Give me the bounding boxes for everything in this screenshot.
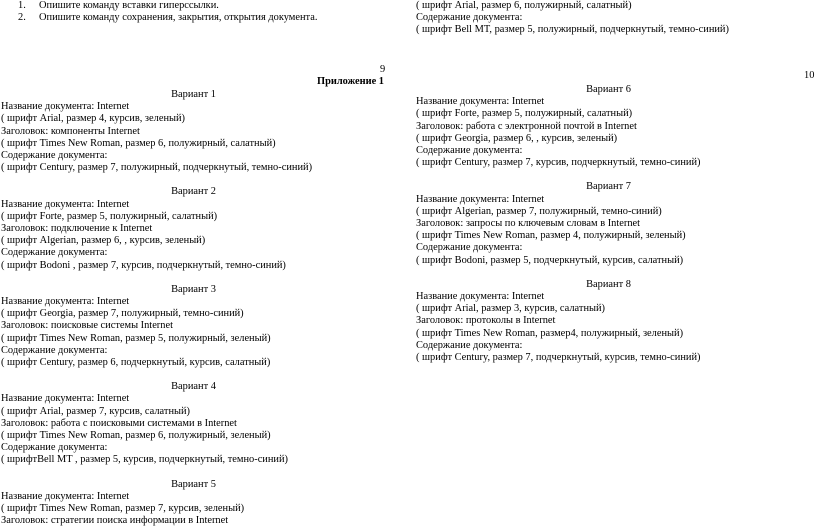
- text-line: ( шрифт Algerian, размер 7, полужирный, темно-синий): [416, 205, 662, 217]
- text-line: Название документа: Internet: [416, 193, 545, 205]
- text-line: Заголовок: стратегии поиска информации в Internet: [1, 515, 229, 527]
- variant-title: Вариант 2: [171, 186, 216, 198]
- variants-column-right: [416, 84, 801, 364]
- variant-title: Вариант 5: [171, 478, 216, 490]
- text-line: ( шрифт Times New Roman, размер4, полужирный, зеленый): [416, 327, 684, 339]
- variant-title: Вариант 6: [586, 84, 631, 95]
- list-text: Опишите команду сохранения, закрытия, открытия документа.: [39, 12, 318, 24]
- text-line: Содержание документа:: [416, 242, 523, 254]
- text-line: ( шрифт Bodoni , размер 7, курсив, подчеркнутый, темно-синий): [1, 259, 286, 271]
- page-number: 9: [380, 64, 386, 75]
- text-line: ( шрифт Century, размер 6, подчеркнутый, курсив, салатный): [1, 357, 271, 369]
- text-line: Название документа: Internet: [1, 101, 130, 113]
- task-list: [18, 0, 317, 24]
- variant-block: [1, 284, 386, 369]
- variant-block: [416, 84, 801, 169]
- list-number: 2.: [18, 12, 26, 24]
- variant-block: [1, 479, 386, 528]
- text-line: ( шрифт Century, размер 7, подчеркнутый, курсив, темно-синий): [416, 352, 701, 364]
- text-line: Название документа: Internet: [1, 198, 130, 210]
- text-line: ( шрифт Arial, размер 3, курсив, салатный): [416, 303, 606, 315]
- text-line: ( шрифт Times New Roman, размер 4, полужирный, зеленый): [416, 230, 686, 242]
- variant-block: [416, 181, 801, 266]
- text-line: Заголовок: поисковые системы Internet: [1, 320, 173, 332]
- text-line: ( шрифт Century, размер 7, полужирный, подчеркнутый, темно-синий): [1, 162, 313, 174]
- text-line: Заголовок: работа с поисковыми системами в Internet: [1, 417, 237, 429]
- list-text: Опишите команду вставки гиперссылки.: [39, 0, 219, 11]
- text-line: Содержание документа:: [416, 339, 523, 351]
- text-line: Содержание документа:: [1, 344, 108, 356]
- text-line: Название документа: Internet: [1, 490, 130, 502]
- variant-title: Вариант 7: [586, 181, 631, 193]
- page-number: 10: [804, 70, 815, 81]
- variant-title: Вариант 8: [586, 278, 631, 290]
- variant-block: [1, 89, 386, 174]
- list-item: [18, 12, 317, 24]
- continuation-block: [416, 0, 729, 37]
- text-line: ( шрифт Forte, размер 5, полужирный, салатный): [416, 108, 633, 120]
- text-line: ( шрифт Times New Roman, размер 5, полужирный, зеленый): [1, 332, 271, 344]
- text-line: Заголовок: запросы по ключевым словам в Internet: [416, 218, 641, 230]
- text-line: Название документа: Internet: [416, 96, 545, 108]
- text-line: Название документа: Internet: [416, 291, 545, 303]
- variant-block: [416, 279, 801, 364]
- text-line: Содержание документа:: [1, 150, 108, 162]
- text-line: ( шрифт Georgia, размер 7, полужирный, темно-синий): [1, 308, 244, 320]
- appendix-heading: Приложение 1: [317, 76, 385, 87]
- variant-title: Вариант 1: [171, 89, 216, 100]
- text-line: ( шрифт Times New Roman, размер 6, полужирный, зеленый): [1, 430, 271, 442]
- variant-title: Вариант 4: [171, 381, 216, 393]
- list-item: [18, 0, 317, 12]
- text-line: Содержание документа:: [416, 145, 523, 157]
- text-line: Содержание документа:: [1, 442, 108, 454]
- variant-block: [1, 381, 386, 466]
- text-line: Заголовок: подключение к Internet: [1, 223, 153, 235]
- text-line: Заголовок: работа с электронной почтой в Internet: [416, 120, 637, 132]
- variant-block: [1, 186, 386, 271]
- text-line: ( шрифт Algerian, размер 6, , курсив, зеленый): [1, 235, 206, 247]
- text-line: ( шрифт Arial, размер 6, полужирный, салатный): [416, 0, 632, 11]
- text-line: ( шрифтBell MT , размер 5, курсив, подчеркнутый, темно-синий): [1, 454, 289, 466]
- text-line: Название документа: Internet: [1, 393, 130, 405]
- text-line: Заголовок: компоненты Internet: [1, 125, 140, 137]
- text-line: ( шрифт Bodoni, размер 5, подчеркнутый, курсив, салатный): [416, 254, 684, 266]
- text-line: Название документа: Internet: [1, 296, 130, 308]
- list-number: 1.: [18, 0, 26, 11]
- text-line: ( шрифт Times New Roman, размер 6, полужирный, салатный): [1, 137, 276, 149]
- text-line: Содержание документа:: [416, 12, 523, 24]
- text-line: Заголовок: протоколы в Internet: [416, 315, 556, 327]
- text-line: ( шрифт Times New Roman, размер 7, курсив, зеленый): [1, 503, 245, 515]
- text-line: ( шрифт Bell MT, размер 5, полужирный, подчеркнутый, темно-синий): [416, 24, 729, 36]
- text-line: ( шрифт Century, размер 7, курсив, подчеркнутый, темно-синий): [416, 157, 701, 169]
- variants-column-left: [1, 89, 386, 528]
- text-line: ( шрифт Georgia, размер 6, , курсив, зеленый): [416, 132, 618, 144]
- text-line: ( шрифт Arial, размер 7, курсив, салатный): [1, 405, 191, 417]
- text-line: ( шрифт Arial, размер 4, курсив, зеленый): [1, 113, 186, 125]
- text-line: Содержание документа:: [1, 247, 108, 259]
- variant-title: Вариант 3: [171, 283, 216, 295]
- text-line: ( шрифт Forte, размер 5, полужирный, салатный): [1, 210, 218, 222]
